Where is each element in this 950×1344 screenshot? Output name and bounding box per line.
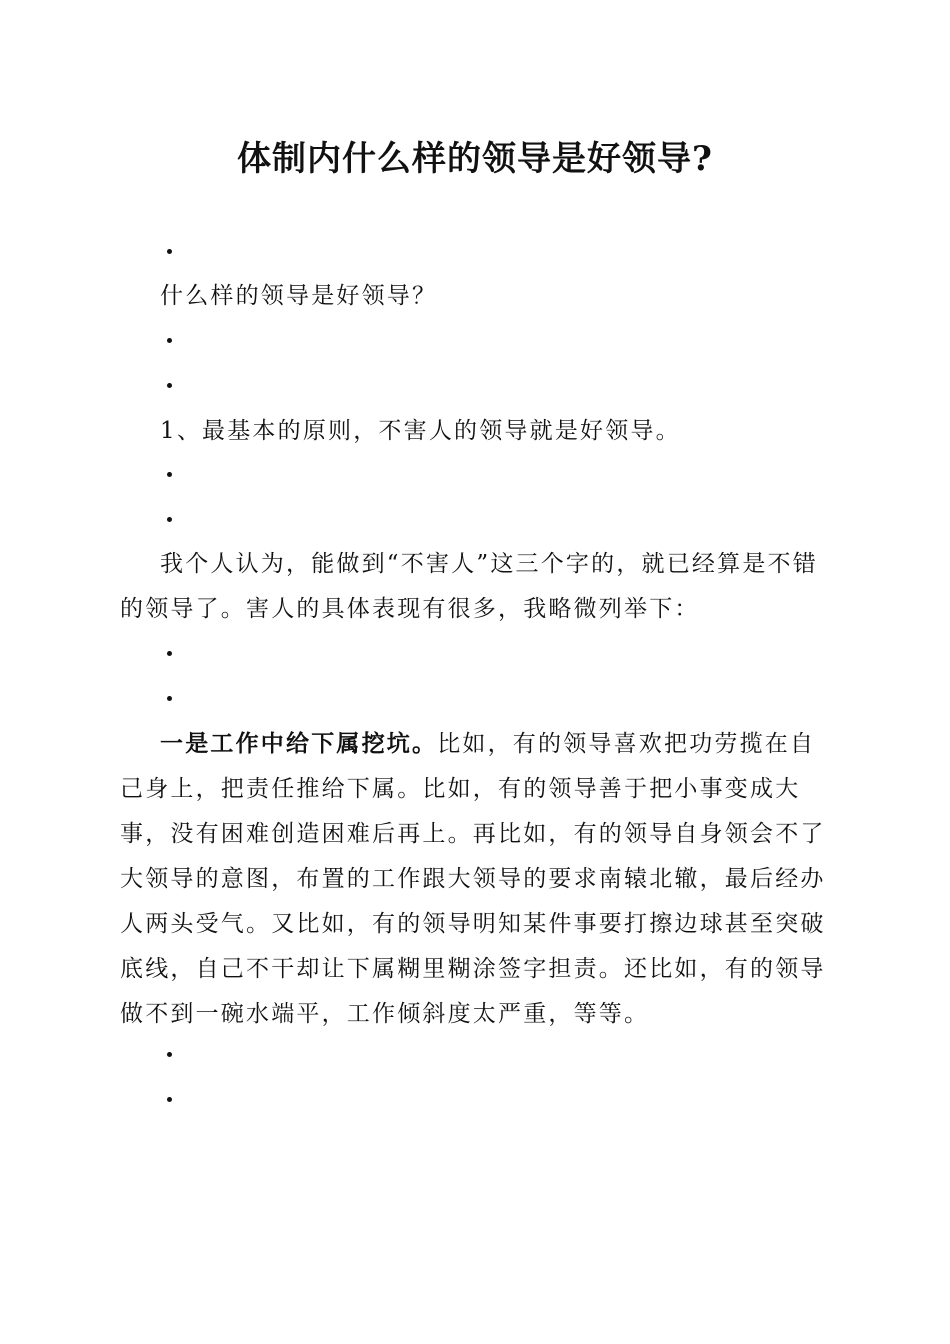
bullet-marker [164,469,176,481]
paragraph-example-one [120,721,832,1037]
bullet-marker [164,1049,176,1061]
bullet-marker [164,335,176,347]
bullet-marker [164,514,176,526]
bullet-marker [164,380,176,392]
document-title: 体制内什么样的领导是好领导? [237,139,713,179]
bullet-marker [164,1094,176,1106]
paragraph-body: 比如，有的领导喜欢把功劳揽在自己身上，把责任推给下属。比如，有的领导善于把小事变成大事，没有困难创造困难后再上。再比如，有的领导自身领会不了大领导的意图，布置的工作跟大领导的要求南辕北辙，最后经办人两头受气。又比如，有的领导明知某件事要打擦边球甚至突破底线，自己不干却让下属糊里糊涂签字担责。还比如，有的领导做不到一碗水端平，工作倾斜度太严重，等等。 [120,731,826,1027]
bullet-marker [164,246,176,258]
bullet-marker [164,693,176,705]
paragraph-question: 什么样的领导是好领导？ [160,283,438,309]
bullet-marker [164,648,176,660]
paragraph-opinion: 我个人认为，能做到“不害人”这三个字的，就已经算是不错的领导了。害人的具体表现有很多，我略微列举下： [120,551,818,622]
paragraph-lead-phrase: 一是工作中给下属挖坑。 [160,730,438,757]
paragraph-principle: 1、最基本的原则，不害人的领导就是好领导。 [160,418,681,444]
